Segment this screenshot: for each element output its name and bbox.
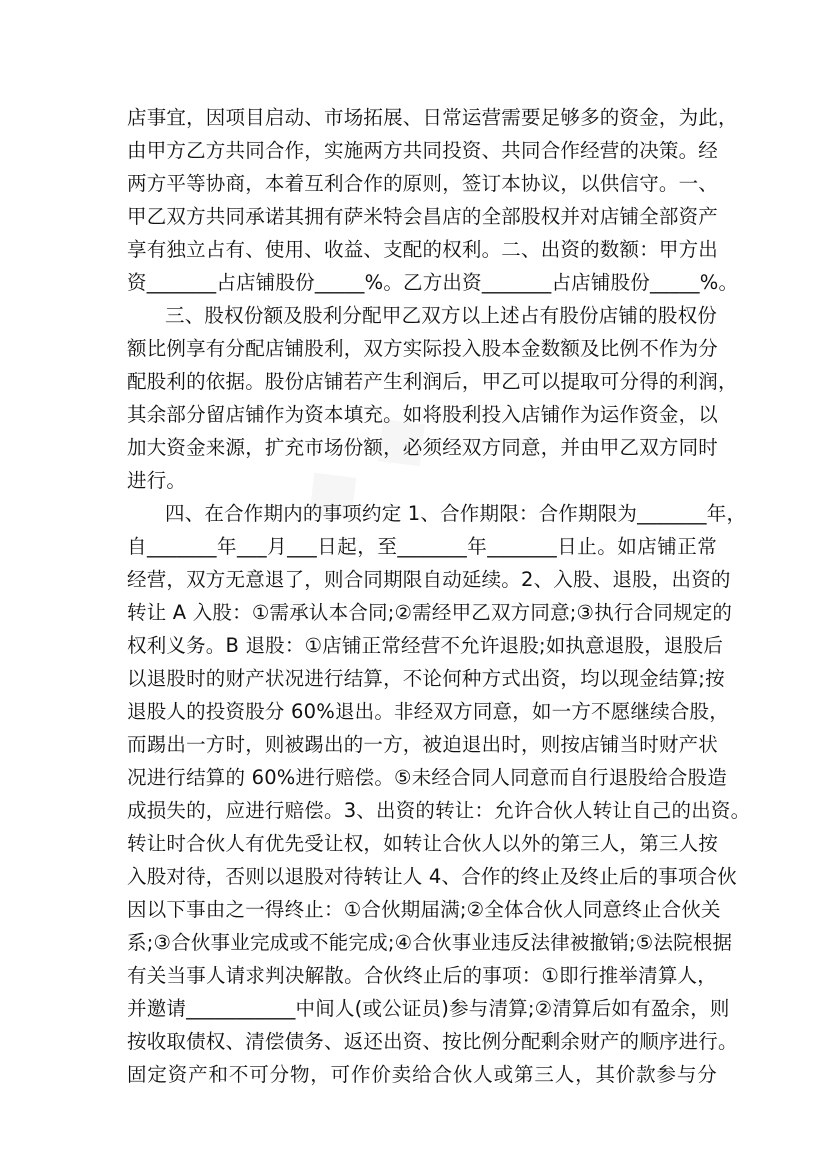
text-line: 入股对待，否则以退股对待转让人 4、合作的终止及终止后的事项合伙 xyxy=(127,865,738,888)
text-line: 店事宜，因项目启动、市场拓展、日常运营需要足够多的资金，为此， xyxy=(127,106,738,129)
text-line: 退股人的投资股分 60%退出。非经双方同意，如一方不愿继续合股， xyxy=(127,700,729,723)
text-line: 有关当事人请求判决解散。合伙终止后的事项：①即行推举清算人， xyxy=(127,964,717,987)
text-line: 配股利的依据。股份店铺若产生利润后，甲乙可以提取可分得的利润， xyxy=(127,370,738,393)
text-line: 成损失的，应进行赔偿。3、出资的转让：允许合伙人转让自己的出资。 xyxy=(127,799,751,822)
text-line: 两方平等协商，本着互利合作的原则，签订本协议，以供信守。一、 xyxy=(127,172,719,195)
text-line: 权利义务。B 退股：①店铺正常经营不允许退股;如执意退股，退股后 xyxy=(127,634,724,657)
text-line: 资_______占店铺股份_____%。乙方出资_______占店铺股份_____%。 xyxy=(127,271,739,294)
text-line: 按收取债权、清偿债务、返还出资、按比例分配剩余财产的顺序进行。 xyxy=(127,1030,738,1053)
text-line: 而踢出一方时，则被踢出的一方，被迫退出时，则按店铺当时财产状 xyxy=(127,733,719,756)
text-line: 三、股权份额及股利分配甲乙双方以上述占有股份店铺的股权份 xyxy=(165,304,717,327)
watermark: ◆ ◆ xyxy=(277,384,450,546)
text-line: 并邀请___________中间人(或公证员)参与清算;②清算后如有盈余，则 xyxy=(127,997,730,1020)
text-line: 固定资产和不可分物，可作价卖给合伙人或第三人，其价款参与分 xyxy=(127,1063,717,1086)
text-line: 经营，双方无意退了，则合同期限自动延续。2、入股、退股，出资的 xyxy=(127,568,731,591)
text-line: 额比例享有分配店铺股利，双方实际投入股本金数额及比例不作为分 xyxy=(127,337,719,360)
text-line: 转让 A 入股：①需承认本合同;②需经甲乙双方同意;③执行合同规定的 xyxy=(127,601,733,624)
text-line: 系;③合伙事业完成或不能完成;④合伙事业违反法律被撤销;⑤法院根据 xyxy=(127,931,733,954)
text-line: 以退股时的财产状况进行结算，不论何种方式出资，均以现金结算;按 xyxy=(127,667,725,690)
text-line: 其余部分留店铺作为资本填充。如将股利投入店铺作为运作资金，以 xyxy=(127,403,719,426)
text-line: 由甲方乙方共同合作，实施两方共同投资、共同合作经营的决策。经 xyxy=(127,139,719,162)
text-line: 转让时合伙人有优先受让权，如转让合伙人以外的第三人，第三人按 xyxy=(127,832,719,855)
text-line: 进行。 xyxy=(127,469,187,492)
text-line: 因以下事由之一得终止：①合伙期届满;②全体合伙人同意终止合伙关 xyxy=(127,898,721,921)
text-line: 享有独立占有、使用、收益、支配的权利。二、出资的数额：甲方出 xyxy=(127,238,719,261)
text-line: 况进行结算的 60%进行赔偿。⑤未经合同人同意而自行退股给合股造 xyxy=(127,766,727,789)
text-line: 加大资金来源，扩充市场份额，必须经双方同意，并由甲乙双方同时 xyxy=(127,436,719,459)
text-line: 四、在合作期内的事项约定 1、合作期限：合作期限为_______年， xyxy=(165,502,747,525)
text-line: 甲乙双方共同承诺其拥有萨米特会昌店的全部股权并对店铺全部资产 xyxy=(127,205,719,228)
text-line: 自_______年___月___日起，至_______年_______日止。如店铺正常 xyxy=(127,535,717,558)
